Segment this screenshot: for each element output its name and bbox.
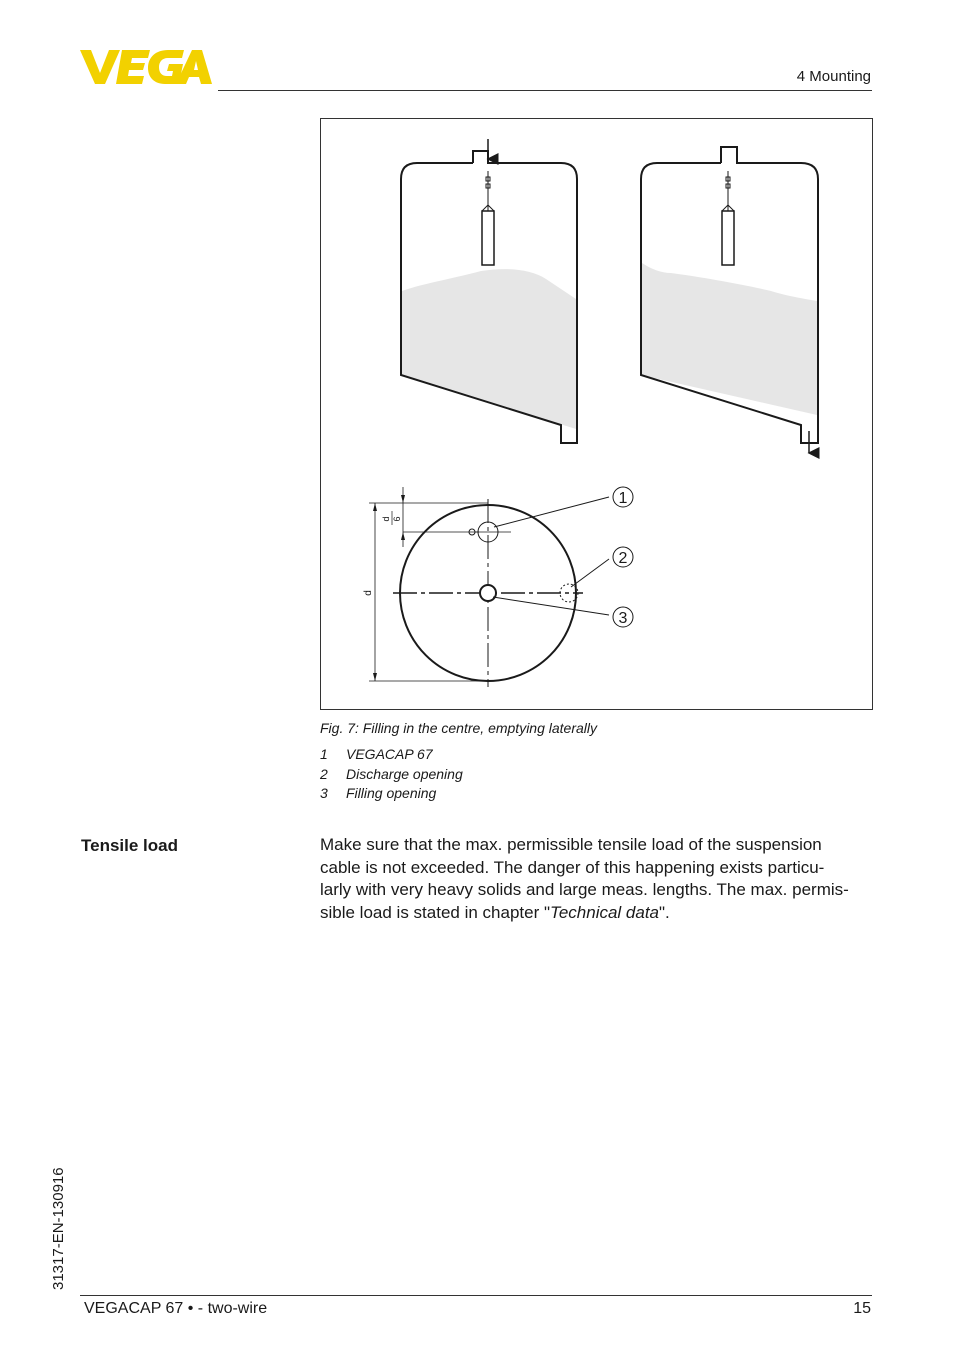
text-run: sible load is stated in chapter " (320, 902, 550, 922)
material-fill-left (402, 269, 576, 429)
legend-number: 1 (320, 746, 328, 762)
silo-diagram (321, 119, 874, 711)
legend-text: VEGACAP 67 (346, 746, 433, 762)
text-run: ". (659, 902, 670, 922)
footer-rule (80, 1295, 872, 1296)
paragraph-line: cable is not exceeded. The danger of this happening exists particu- (320, 857, 825, 877)
filling-opening (480, 585, 496, 601)
probe-left (482, 211, 494, 265)
document-id: 31317-EN-130916 (50, 1167, 67, 1290)
figure-legend (320, 745, 463, 804)
legend-number: 3 (320, 785, 328, 801)
legend-number: 2 (320, 765, 328, 782)
leader-1 (494, 497, 609, 527)
footer-product-name: VEGACAP 67 • - two-wire (84, 1300, 268, 1317)
tensile-load-paragraph (320, 834, 880, 924)
page-number: 15 (853, 1300, 871, 1317)
figure-frame (320, 118, 873, 710)
header-rule (218, 90, 872, 91)
legend-item (320, 784, 463, 804)
legend-text: Discharge opening (346, 765, 463, 782)
label-d6-num: d (381, 516, 391, 522)
figure-caption: Fig. 7: Filling in the centre, emptying laterally (320, 720, 598, 736)
legend-item (320, 745, 463, 765)
label-d6-den: 6 (392, 516, 402, 522)
leader-3 (493, 597, 609, 615)
paragraph-line (320, 902, 880, 925)
paragraph-line: Make sure that the max. permissible tensile load of the suspension (320, 835, 822, 854)
legend-item (320, 765, 463, 785)
probe-right (722, 211, 734, 265)
chapter-reference: Technical data (550, 902, 660, 922)
callout-3-label: 3 (618, 610, 628, 627)
label-d: d (363, 590, 374, 596)
material-fill-right (641, 263, 817, 415)
paragraph-line: larly with very heavy solids and large meas. lengths. The max. permis- (320, 880, 849, 899)
vega-logo (80, 50, 212, 84)
section-title: 4 Mounting (796, 68, 871, 85)
section-heading-tensile-load: Tensile load (81, 836, 178, 855)
callout-2-label: 2 (618, 550, 628, 567)
legend-text: Filling opening (346, 785, 437, 801)
leader-2 (571, 559, 609, 587)
callout-1-label: 1 (618, 490, 628, 507)
